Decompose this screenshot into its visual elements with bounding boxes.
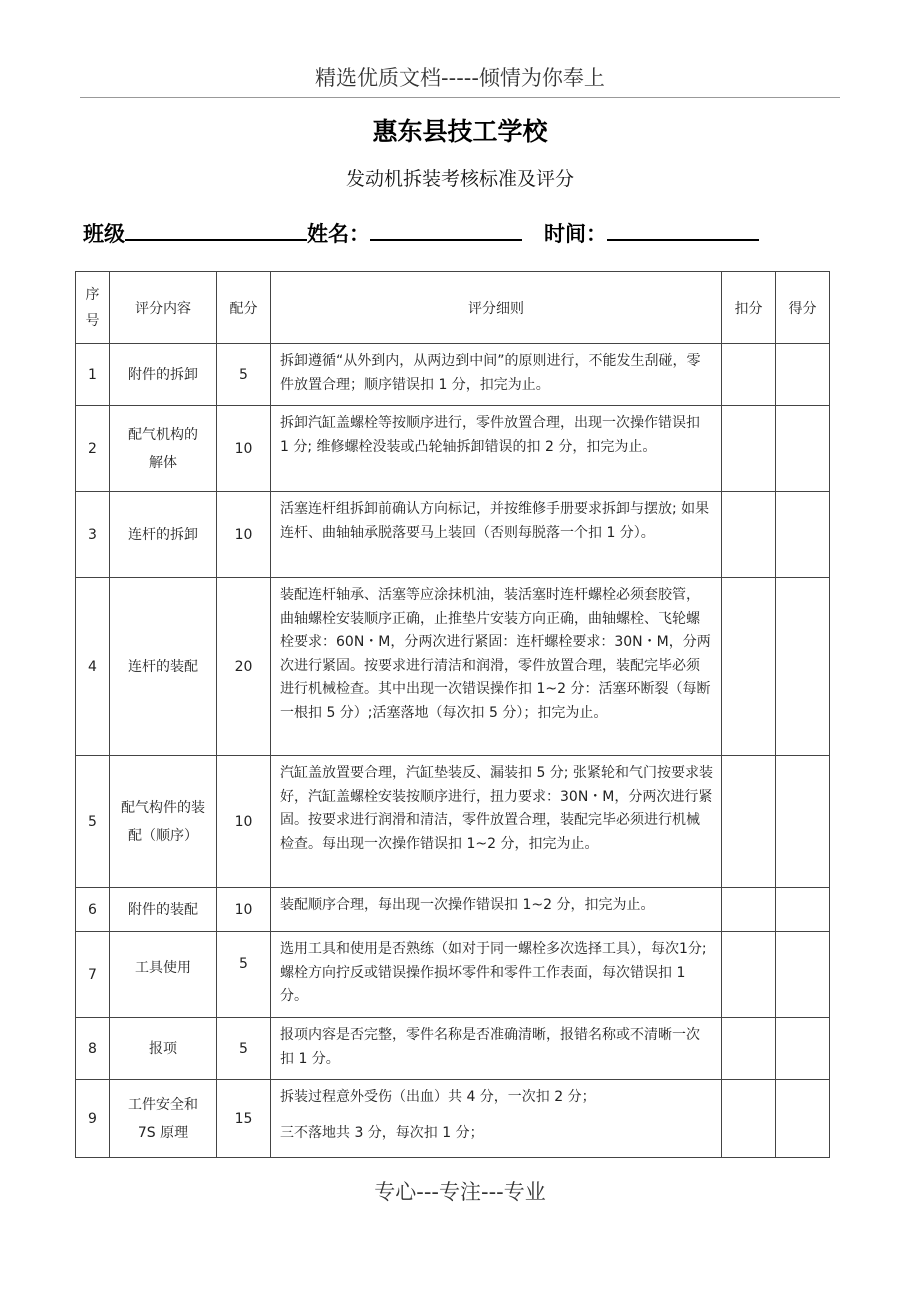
row-points: 20 <box>217 578 271 756</box>
row-no: 7 <box>76 932 110 1018</box>
row-deduct-cell[interactable] <box>722 932 776 1018</box>
row-no: 9 <box>76 1080 110 1158</box>
name-blank-field[interactable] <box>370 219 522 241</box>
header-deduct: 扣分 <box>722 272 776 344</box>
header-points: 配分 <box>217 272 271 344</box>
row-deduct-cell[interactable] <box>722 344 776 406</box>
table-row <box>76 888 830 932</box>
table-row <box>76 1018 830 1080</box>
row-points: 10 <box>217 406 271 492</box>
header-no: 序号 <box>76 272 110 344</box>
row-no: 6 <box>76 888 110 932</box>
class-label: 班级 <box>83 222 125 246</box>
row-points: 15 <box>217 1080 271 1158</box>
class-blank-field[interactable] <box>125 219 307 241</box>
page-footer: 专心---专注---专业 <box>374 1180 546 1204</box>
header-detail: 评分细则 <box>271 272 722 344</box>
name-label: 姓名： <box>307 222 370 246</box>
row-detail: 活塞连杆组拆卸前确认方向标记，并按维修手册要求拆卸与摆放; 如果连杆、曲轴轴承脱落要马上装回（否则每脱落一个扣 1 分）。 <box>271 492 722 578</box>
row-score-cell[interactable] <box>776 1018 830 1080</box>
time-label: 时间： <box>544 222 607 246</box>
header-divider <box>80 97 840 98</box>
header-score: 得分 <box>776 272 830 344</box>
row-deduct-cell[interactable] <box>722 492 776 578</box>
row-detail: 选用工具和使用是否熟练（如对于同一螺栓多次选择工具），每次1分; 螺栓方向拧反或错误操作损坏零件和零件工作表面，每次错误扣 1 分。 <box>271 932 722 1018</box>
row-deduct-cell[interactable] <box>722 578 776 756</box>
row-points: 5 <box>217 932 271 1018</box>
row-score-cell[interactable] <box>776 888 830 932</box>
page-header: 精选优质文档-----倾情为你奉上 <box>315 66 605 90</box>
row-deduct-cell[interactable] <box>722 406 776 492</box>
student-info-line <box>83 218 759 248</box>
row-content: 工件安全和7S 原理 <box>110 1080 217 1158</box>
row-detail: 汽缸盖放置要合理，汽缸垫装反、漏装扣 5 分; 张紧轮和气门按要求装好，汽缸盖螺栓安装按顺序进行，扭力要求：30N・M，分两次进行紧固。按要求进行润滑和清洁，零件放置合理，装配完毕必须进行机械检查。每出现一次操作错误扣 1~2 分，扣完为止。 <box>271 756 722 888</box>
row-score-cell[interactable] <box>776 1080 830 1158</box>
row-score-cell[interactable] <box>776 492 830 578</box>
table-row <box>76 578 830 756</box>
row-content: 附件的装配 <box>110 888 217 932</box>
row-points: 5 <box>217 344 271 406</box>
row-points: 10 <box>217 492 271 578</box>
grading-table <box>75 271 830 1158</box>
row-deduct-cell[interactable] <box>722 1080 776 1158</box>
row-detail: 拆装过程意外受伤（出血）共 4 分，一次扣 2 分； 三不落地共 3 分，每次扣 1 分； <box>271 1080 722 1158</box>
document-subtitle: 发动机拆装考核标准及评分 <box>345 168 574 190</box>
row-score-cell[interactable] <box>776 578 830 756</box>
row-score-cell[interactable] <box>776 344 830 406</box>
row-score-cell[interactable] <box>776 406 830 492</box>
table-row <box>76 406 830 492</box>
row-content: 配气机构的解体 <box>110 406 217 492</box>
row-content: 配气构件的装配（顺序） <box>110 756 217 888</box>
row-detail: 报项内容是否完整，零件名称是否准确清晰，报错名称或不清晰一次扣 1 分。 <box>271 1018 722 1080</box>
row-points: 10 <box>217 756 271 888</box>
row-content: 附件的拆卸 <box>110 344 217 406</box>
row-content: 连杆的装配 <box>110 578 217 756</box>
row-no: 3 <box>76 492 110 578</box>
row-points: 5 <box>217 1018 271 1080</box>
row-deduct-cell[interactable] <box>722 888 776 932</box>
row-content: 报项 <box>110 1018 217 1080</box>
row-content: 工具使用 <box>110 932 217 1018</box>
time-blank-field[interactable] <box>607 219 759 241</box>
table-header-row <box>76 272 830 344</box>
row-detail: 拆卸遵循“从外到内，从两边到中间”的原则进行，不能发生刮碰，零件放置合理；顺序错误扣 1 分，扣完为止。 <box>271 344 722 406</box>
table-row <box>76 932 830 1018</box>
table-row <box>76 756 830 888</box>
table-row <box>76 1080 830 1158</box>
row-no: 8 <box>76 1018 110 1080</box>
row-points: 10 <box>217 888 271 932</box>
school-title: 惠东县技工学校 <box>372 117 548 146</box>
row-detail: 拆卸汽缸盖螺栓等按顺序进行，零件放置合理，出现一次操作错误扣 1 分; 维修螺栓没装或凸轮轴拆卸错误的扣 2 分，扣完为止。 <box>271 406 722 492</box>
row-content: 连杆的拆卸 <box>110 492 217 578</box>
row-no: 2 <box>76 406 110 492</box>
table-row <box>76 492 830 578</box>
header-content: 评分内容 <box>110 272 217 344</box>
row-deduct-cell[interactable] <box>722 756 776 888</box>
row-no: 1 <box>76 344 110 406</box>
row-score-cell[interactable] <box>776 756 830 888</box>
row-no: 4 <box>76 578 110 756</box>
row-no: 5 <box>76 756 110 888</box>
row-deduct-cell[interactable] <box>722 1018 776 1080</box>
row-detail: 装配顺序合理，每出现一次操作错误扣 1~2 分，扣完为止。 <box>271 888 722 932</box>
row-detail: 装配连杆轴承、活塞等应涂抹机油，装活塞时连杆螺栓必须套胶管，曲轴螺栓安装顺序正确，止推垫片安装方向正确，曲轴螺栓、飞轮螺栓要求：60N・M，分两次进行紧固：连杆螺栓要求：30N・M，分两次进行紧固。按要求进行清洁和润滑，零件放置合理，装配完毕必须进行机械检查。其中出现一次错误操作扣 1~2 分：活塞环断裂（每断一根扣 5 分）;活塞落地（每次扣 5 分）；扣完为止。 <box>271 578 722 756</box>
row-score-cell[interactable] <box>776 932 830 1018</box>
table-row <box>76 344 830 406</box>
